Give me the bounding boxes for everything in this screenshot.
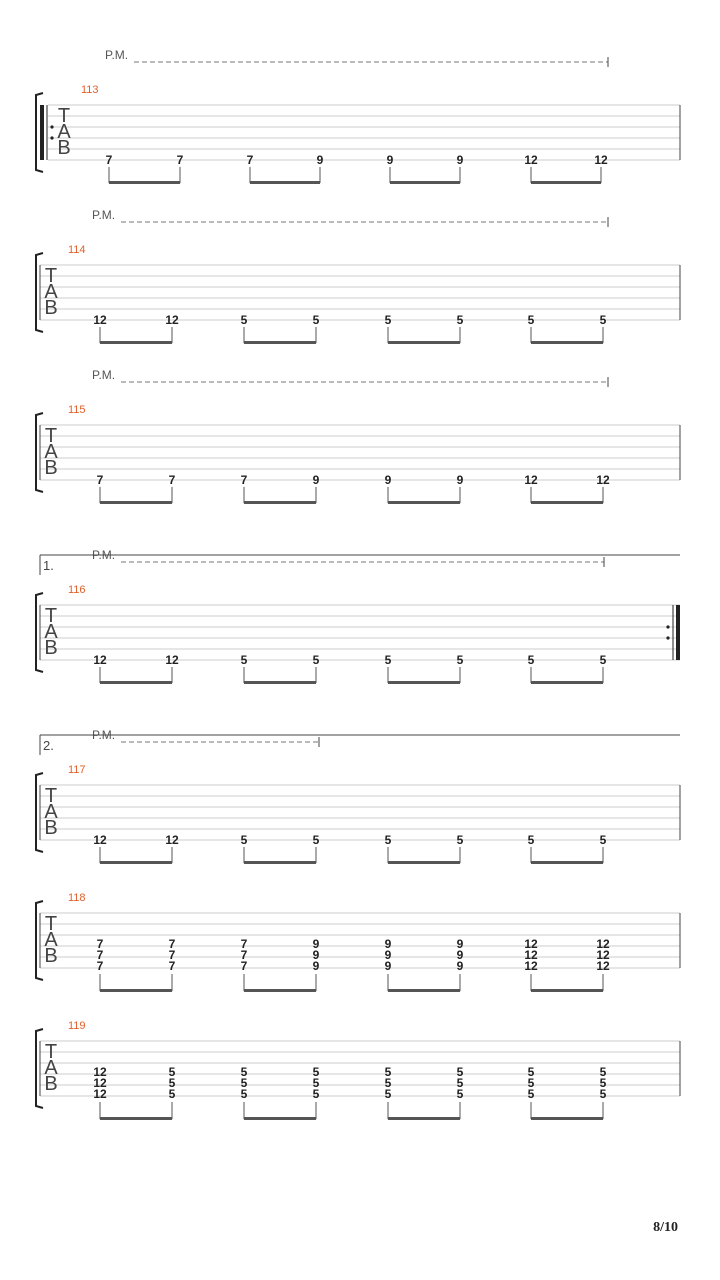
fret-number: 12: [596, 473, 610, 487]
eighth-beam: [109, 181, 180, 184]
fret-number: 5: [240, 313, 248, 327]
fret-number: 5: [312, 313, 320, 327]
fret-number: 12: [596, 959, 610, 973]
fret-number: 9: [456, 937, 464, 951]
eighth-beam: [100, 501, 172, 504]
fret-number: 12: [524, 473, 538, 487]
fret-number: 5: [168, 1076, 176, 1090]
fret-number: 9: [312, 959, 320, 973]
tab-letter-a: A: [44, 929, 58, 951]
eighth-beam: [531, 989, 603, 992]
fret-number: 5: [240, 653, 248, 667]
palm-mute-label: P.M.: [92, 208, 116, 222]
eighth-beam: [244, 989, 316, 992]
fret-number: 9: [312, 948, 320, 962]
volta-number: 1.: [43, 558, 54, 573]
fret-number: 5: [240, 1065, 248, 1079]
fret-number: 9: [456, 473, 464, 487]
tab-letter-b: B: [44, 1073, 58, 1095]
fret-number: 12: [93, 1087, 107, 1101]
fret-number: 5: [599, 1087, 607, 1101]
fret-number: 5: [312, 653, 320, 667]
fret-number: 9: [384, 937, 392, 951]
fret-number: 5: [527, 1065, 535, 1079]
fret-number: 9: [312, 473, 320, 487]
measure-number: 113: [81, 84, 99, 96]
tab-letter-t: T: [44, 785, 58, 807]
palm-mute-label: P.M.: [92, 548, 116, 562]
eighth-beam: [244, 681, 316, 684]
fret-number: 12: [524, 153, 538, 167]
fret-number: 5: [384, 653, 392, 667]
fret-number: 12: [93, 313, 107, 327]
fret-number: 5: [599, 313, 607, 327]
tab-letter-t: T: [44, 265, 58, 287]
page-number: 8/10: [653, 1220, 678, 1235]
fret-number: 12: [524, 937, 538, 951]
fret-number: 9: [384, 473, 392, 487]
tab-letter-b: B: [44, 297, 58, 319]
tab-letter-a: A: [44, 621, 58, 643]
fret-number: 5: [599, 1065, 607, 1079]
fret-number: 7: [168, 473, 176, 487]
fret-number: 5: [456, 313, 464, 327]
fret-number: 7: [246, 153, 254, 167]
tab-letter-b: B: [57, 137, 71, 159]
fret-number: 5: [240, 1087, 248, 1101]
eighth-beam: [388, 989, 460, 992]
fret-number: 7: [96, 937, 104, 951]
eighth-beam: [388, 861, 460, 864]
tab-letter-a: A: [44, 441, 58, 463]
fret-number: 12: [596, 937, 610, 951]
palm-mute-label: P.M.: [105, 48, 129, 62]
eighth-beam: [100, 681, 172, 684]
fret-number: 5: [456, 1065, 464, 1079]
fret-number: 5: [527, 313, 535, 327]
tab-letter-t: T: [57, 105, 71, 127]
fret-number: 9: [316, 153, 324, 167]
tab-letter-b: B: [44, 457, 58, 479]
fret-number: 7: [168, 948, 176, 962]
fret-number: 5: [168, 1065, 176, 1079]
eighth-beam: [244, 341, 316, 344]
tab-letter-t: T: [44, 605, 58, 627]
fret-number: 7: [96, 959, 104, 973]
fret-number: 7: [168, 937, 176, 951]
fret-number: 5: [384, 313, 392, 327]
fret-number: 5: [456, 1076, 464, 1090]
fret-number: 9: [456, 959, 464, 973]
fret-number: 5: [384, 833, 392, 847]
fret-number: 7: [240, 959, 248, 973]
fret-number: 7: [96, 473, 104, 487]
fret-number: 12: [594, 153, 608, 167]
eighth-beam: [388, 681, 460, 684]
repeat-start-thick-barline: [40, 105, 44, 160]
repeat-dot: [666, 625, 669, 628]
tab-letter-t: T: [44, 913, 58, 935]
fret-number: 9: [386, 153, 394, 167]
repeat-dot: [666, 636, 669, 639]
tab-letter-a: A: [44, 281, 58, 303]
fret-number: 5: [456, 653, 464, 667]
eighth-beam: [244, 1117, 316, 1120]
tab-letter-a: A: [44, 1057, 58, 1079]
tab-letter-a: A: [44, 801, 58, 823]
fret-number: 5: [456, 1087, 464, 1101]
fret-number: 5: [312, 1087, 320, 1101]
fret-number: 5: [527, 1087, 535, 1101]
fret-number: 9: [384, 959, 392, 973]
measure-number: 119: [68, 1020, 86, 1032]
measure-number: 116: [68, 584, 86, 596]
tab-letter-t: T: [44, 1041, 58, 1063]
tab-letter-b: B: [44, 945, 58, 967]
eighth-beam: [100, 989, 172, 992]
measure-number: 117: [68, 764, 86, 776]
eighth-beam: [100, 341, 172, 344]
repeat-dot: [50, 125, 53, 128]
fret-number: 7: [105, 153, 113, 167]
volta-number: 2.: [43, 738, 54, 753]
measure-number: 115: [68, 404, 86, 416]
repeat-end-thick-barline: [676, 605, 680, 660]
fret-number: 5: [384, 1065, 392, 1079]
fret-number: 5: [312, 1065, 320, 1079]
fret-number: 5: [240, 833, 248, 847]
fret-number: 12: [93, 1076, 107, 1090]
eighth-beam: [244, 861, 316, 864]
eighth-beam: [100, 861, 172, 864]
fret-number: 12: [93, 833, 107, 847]
fret-number: 5: [240, 1076, 248, 1090]
fret-number: 5: [527, 833, 535, 847]
tab-letter-b: B: [44, 817, 58, 839]
fret-number: 7: [176, 153, 184, 167]
fret-number: 12: [524, 959, 538, 973]
fret-number: 7: [168, 959, 176, 973]
fret-number: 12: [524, 948, 538, 962]
eighth-beam: [388, 1117, 460, 1120]
fret-number: 5: [312, 833, 320, 847]
fret-number: 9: [456, 948, 464, 962]
fret-number: 7: [240, 948, 248, 962]
eighth-beam: [531, 181, 601, 184]
fret-number: 5: [599, 1076, 607, 1090]
eighth-beam: [250, 181, 320, 184]
measure-number: 118: [68, 892, 86, 904]
measure-number: 114: [68, 244, 86, 256]
eighth-beam: [531, 681, 603, 684]
fret-number: 12: [93, 653, 107, 667]
fret-number: 5: [527, 1076, 535, 1090]
eighth-beam: [531, 861, 603, 864]
tab-letter-t: T: [44, 425, 58, 447]
fret-number: 5: [456, 833, 464, 847]
fret-number: 12: [596, 948, 610, 962]
eighth-beam: [390, 181, 460, 184]
palm-mute-label: P.M.: [92, 728, 116, 742]
eighth-beam: [531, 341, 603, 344]
fret-number: 12: [93, 1065, 107, 1079]
fret-number: 7: [240, 937, 248, 951]
fret-number: 9: [384, 948, 392, 962]
fret-number: 5: [384, 1076, 392, 1090]
fret-number: 7: [240, 473, 248, 487]
fret-number: 5: [384, 1087, 392, 1101]
eighth-beam: [531, 1117, 603, 1120]
fret-number: 5: [599, 833, 607, 847]
fret-number: 5: [168, 1087, 176, 1101]
fret-number: 12: [165, 833, 179, 847]
eighth-beam: [388, 341, 460, 344]
eighth-beam: [531, 501, 603, 504]
fret-number: 9: [456, 153, 464, 167]
fret-number: 5: [599, 653, 607, 667]
fret-number: 7: [96, 948, 104, 962]
eighth-beam: [388, 501, 460, 504]
eighth-beam: [100, 1117, 172, 1120]
eighth-beam: [244, 501, 316, 504]
fret-number: 12: [165, 313, 179, 327]
fret-number: 12: [165, 653, 179, 667]
fret-number: 5: [312, 1076, 320, 1090]
tab-letter-b: B: [44, 637, 58, 659]
tab-letter-a: A: [57, 121, 71, 143]
fret-number: 5: [527, 653, 535, 667]
palm-mute-label: P.M.: [92, 368, 116, 382]
fret-number: 9: [312, 937, 320, 951]
repeat-dot: [50, 136, 53, 139]
